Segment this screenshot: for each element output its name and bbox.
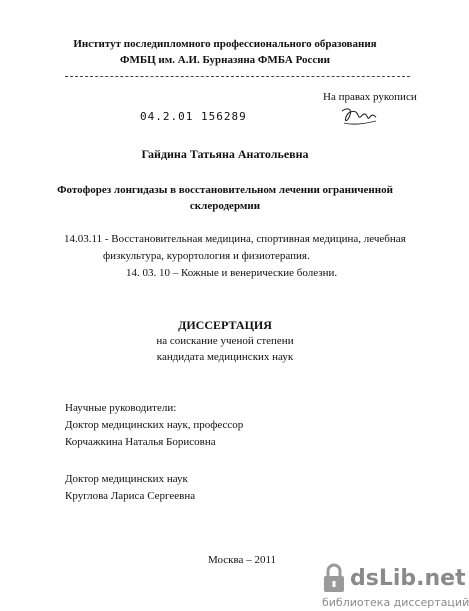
- header-divider: [65, 76, 410, 77]
- degree-line-1: на соискание ученой степени: [156, 335, 294, 347]
- supervisor-1-degree: Доктор медицинских наук, профессор: [65, 419, 244, 431]
- institute-line-2: ФМБЦ им. А.И. Бурназяна ФМБА России: [120, 54, 330, 66]
- signature: [338, 105, 380, 129]
- author-name: Гайдина Татьяна Анатольевна: [141, 147, 309, 161]
- supervisor-2-name: Круглова Лариса Сергеевна: [65, 490, 196, 502]
- registration-code: 04.2.01 156289: [140, 110, 247, 123]
- supervisor-1-name: Корчажкина Наталья Борисовна: [65, 436, 216, 448]
- lock-icon: [322, 563, 346, 593]
- supervisors-heading: Научные руководители:: [65, 402, 177, 414]
- city-year: Москва – 2011: [208, 554, 277, 566]
- specialty-line-3: 14. 03. 10 – Кожные и венерические болезни.: [126, 267, 338, 279]
- supervisor-2-degree: Доктор медицинских наук: [65, 473, 188, 485]
- watermark-caption: библиотека диссертаций: [322, 596, 469, 609]
- thesis-title-line-1: Фотофорез лонгидазы в восстановительном лечении ограниченной: [57, 184, 393, 196]
- watermark-url: dsLib.net: [350, 566, 466, 591]
- specialty-line-1: 14.03.11 - Восстановительная медицина, спортивная медицина, лечебная: [64, 233, 406, 245]
- dissertation-heading: ДИССЕРТАЦИЯ: [178, 318, 272, 332]
- institute-line-1: Институт последипломного профессионального образования: [73, 38, 377, 50]
- degree-line-2: кандидата медицинских наук: [156, 351, 294, 363]
- manuscript-rights: На правах рукописи: [323, 91, 417, 103]
- thesis-title-line-2: склеродермии: [189, 200, 261, 212]
- specialty-line-2: физкультура, курортология и физиотерапия.: [103, 250, 310, 262]
